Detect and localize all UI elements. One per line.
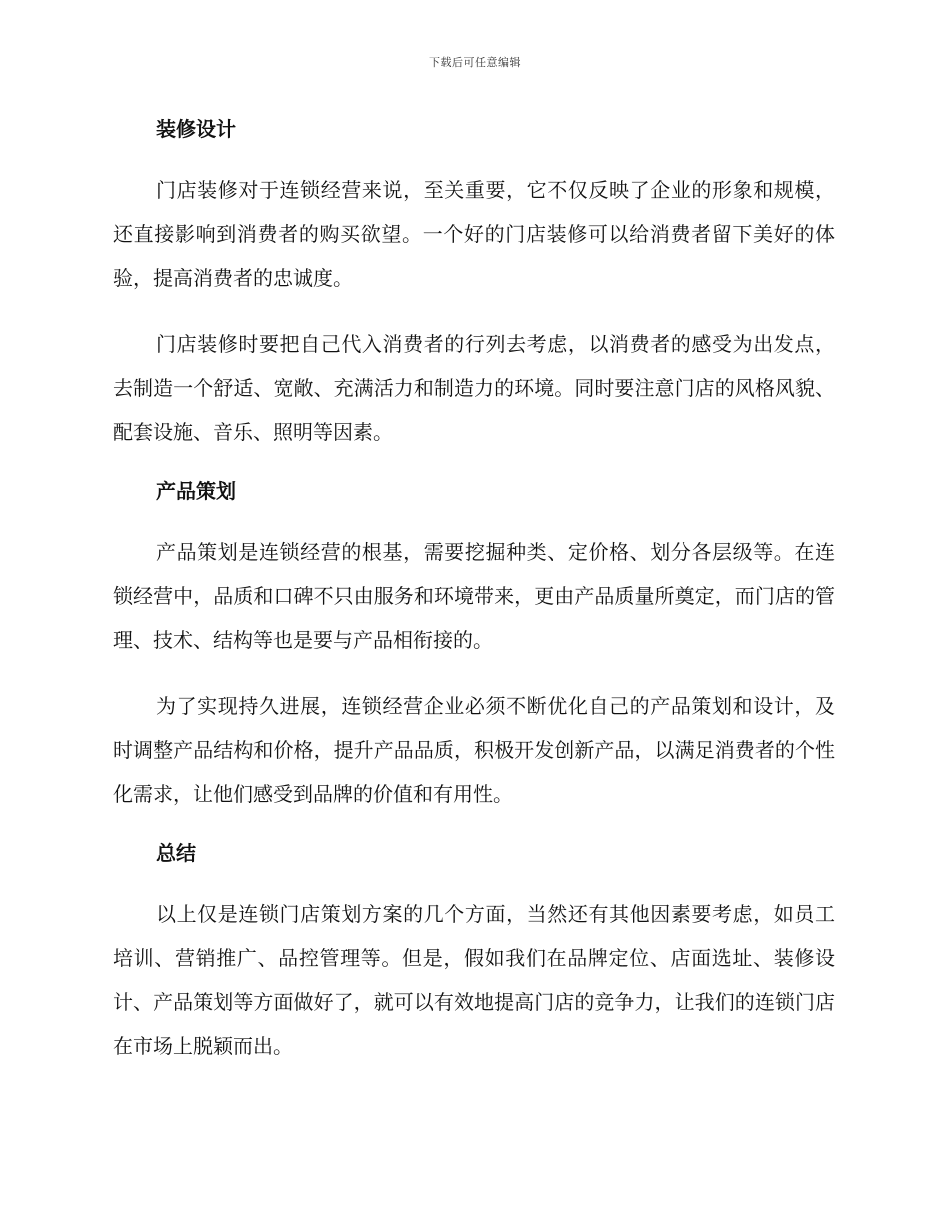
section-summary	[113, 838, 835, 1068]
page-header: 下载后可任意编辑	[429, 56, 521, 69]
section-heading: 装修设计	[156, 117, 236, 141]
paragraph: 产品策划是连锁经营的根基，需要挖掘种类、定价格、划分各层级等。在连锁经营中，品质和口碑不只由服务和环境带来，更由产品质量所奠定，而门店的管理、技术、结构等也是要与产品相衔接的。	[113, 540, 835, 652]
section-product-planning	[113, 476, 835, 816]
paragraph: 为了实现持久进展，连锁经营企业必须不断优化自己的产品策划和设计，及时调整产品结构和价格，提升产品品质，积极开发创新产品，以满足消费者的个性化需求，让他们感受到品牌的价值和有用性。	[113, 694, 835, 806]
section-heading: 产品策划	[156, 479, 236, 503]
document-body	[113, 114, 835, 1090]
section-decoration-design	[113, 114, 835, 454]
section-heading: 总结	[156, 841, 196, 865]
paragraph: 以上仅是连锁门店策划方案的几个方面，当然还有其他因素要考虑，如员工培训、营销推广、品控管理等。但是，假如我们在品牌定位、店面选址、装修设计、产品策划等方面做好了，就可以有效地提高门店的竞争力，让我们的连锁门店在市场上脱颖而出。	[113, 902, 835, 1058]
paragraph: 门店装修对于连锁经营来说，至关重要，它不仅反映了企业的形象和规模，还直接影响到消费者的购买欲望。一个好的门店装修可以给消费者留下美好的体验，提高消费者的忠诚度。	[113, 178, 835, 290]
paragraph: 门店装修时要把自己代入消费者的行列去考虑，以消费者的感受为出发点，去制造一个舒适、宽敞、充满活力和制造力的环境。同时要注意门店的风格风貌、配套设施、音乐、照明等因素。	[113, 332, 835, 444]
